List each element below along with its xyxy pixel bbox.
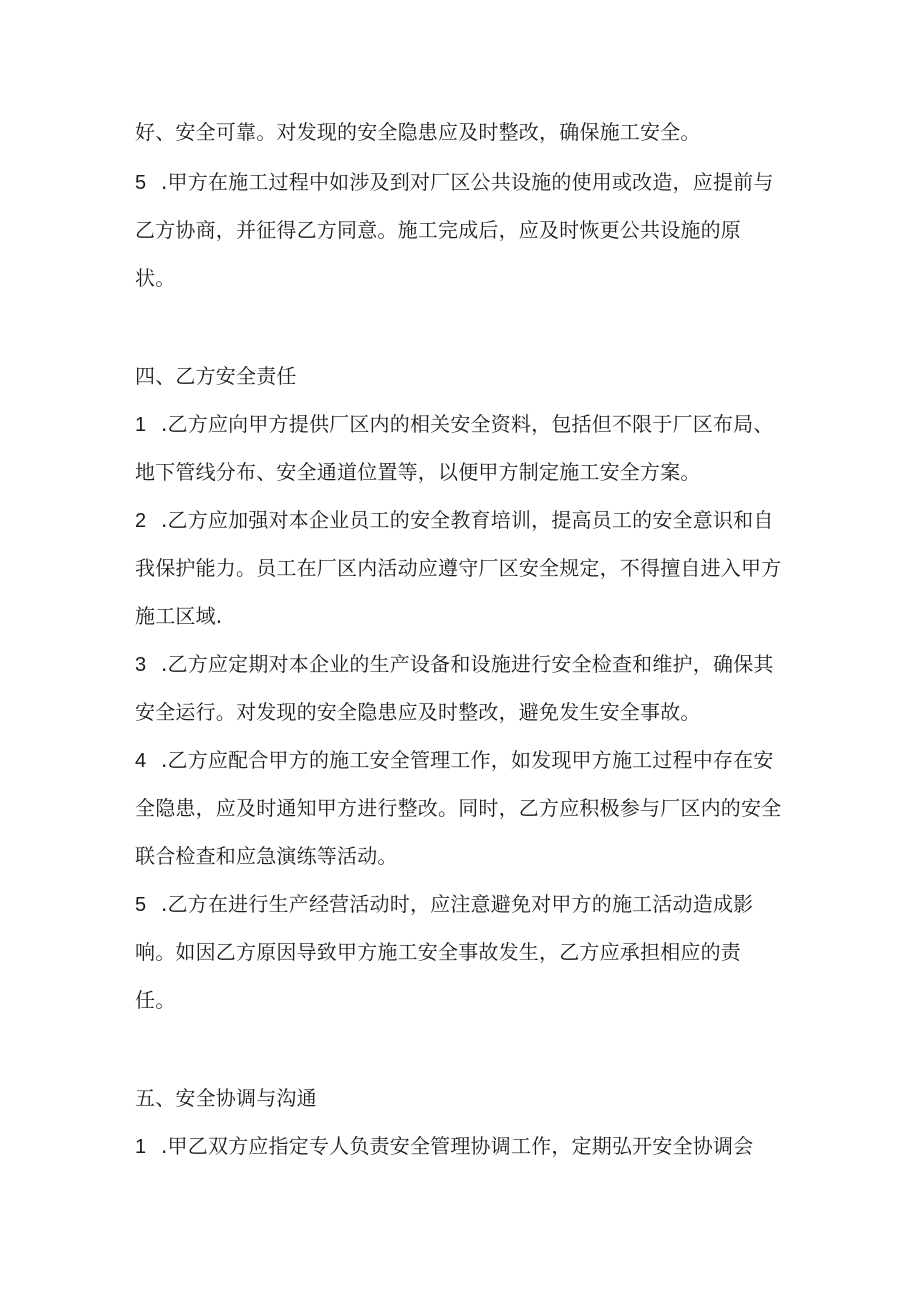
clause-line: 2 .乙方应加强对本企业员工的安全教育培训，提高员工的安全意识和自	[135, 508, 774, 532]
text-line: 任。	[135, 988, 176, 1012]
text-line: 安全运行。对发现的安全隐患应及时整改，避免发生安全事故。	[135, 700, 701, 724]
clause-line: 4 .乙方应配合甲方的施工安全管理工作，如发现甲方施工过程中存在安	[135, 748, 774, 772]
text-line: 乙方协商，并征得乙方同意。施工完成后，应及时恢更公共设施的原	[135, 218, 741, 242]
text-line: 状。	[135, 266, 176, 290]
text-line: 地下管线分布、安全通道位置等，以便甲方制定施工安全方案。	[135, 460, 701, 484]
clause-number: 2	[135, 510, 147, 532]
clause-line: 5 .甲方在施工过程中如涉及到对厂区公共设施的使用或改造，应提前与	[135, 170, 774, 194]
clause-line: 3 .乙方应定期对本企业的生产设备和设施进行安全检查和维护，确保其	[135, 652, 774, 676]
section-heading: 四、乙方安全责任	[135, 364, 297, 388]
clause-number: 5	[135, 172, 147, 194]
text-line: 响。如因乙方原因导致甲方施工安全事故发生，乙方应承担相应的责	[135, 940, 741, 964]
section-heading: 五、安全协调与沟通	[135, 1086, 317, 1110]
clause-line: 1 .乙方应向甲方提供厂区内的相关安全资料，包括但不限于厂区布局、	[135, 412, 774, 436]
clause-number: 3	[135, 654, 147, 676]
clause-line: 1 .甲乙双方应指定专人负责安全管理协调工作，定期弘开安全协调会	[135, 1134, 754, 1158]
clause-line: 5 .乙方在进行生产经营活动时，应注意避免对甲方的施工活动造成影	[135, 892, 754, 916]
text-line: 施工区域.	[135, 604, 223, 628]
text-line: 全隐患，应及时通知甲方进行整改。同时，乙方应积极参与厂区内的安全	[135, 796, 782, 820]
clause-number: 4	[135, 750, 147, 772]
text-line: 联合检查和应急演练等活动。	[135, 844, 398, 868]
text-line: 我保护能力。员工在厂区内活动应遵守厂区安全规定，不得擅自进入甲方	[135, 556, 782, 580]
clause-number: 1	[135, 414, 147, 436]
clause-number: 1	[135, 1136, 147, 1158]
clause-number: 5	[135, 894, 147, 916]
text-line: 好、安全可靠。对发现的安全隐患应及时整改，确保施工安全。	[135, 120, 701, 144]
